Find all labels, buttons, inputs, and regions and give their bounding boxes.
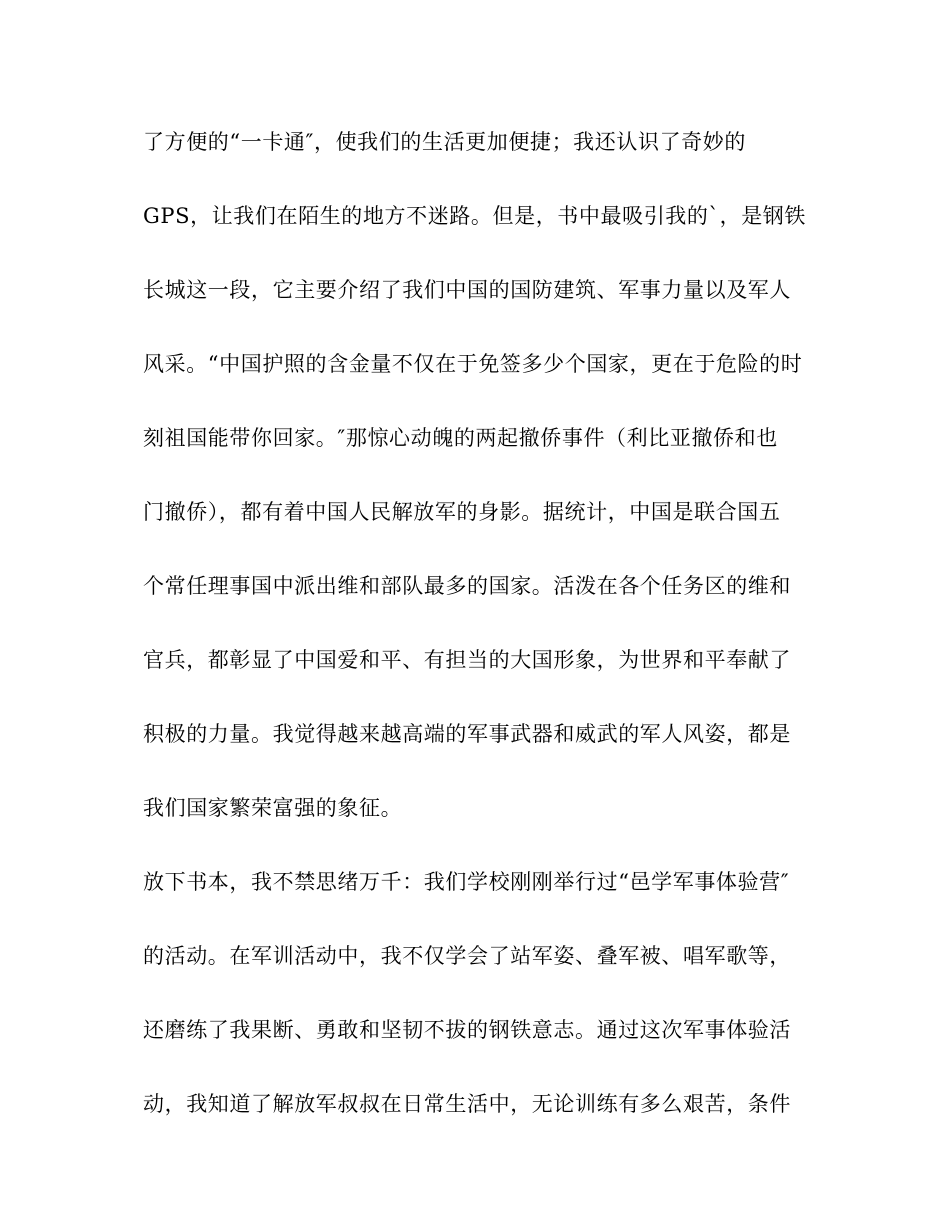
text-line: 门撤侨），都有着中国人民解放军的身影。据统计，中国是联合国五 (143, 500, 781, 524)
text-line: 个常任理事国中派出维和部队最多的国家。活泼在各个任务区的维和 (143, 574, 791, 598)
text-line: 官兵，都彰显了中国爱和平、有担当的大国形象，为世界和平奉献了 (143, 648, 791, 672)
text-line: 积极的力量。我觉得越来越高端的军事武器和威武的军人风姿，都是 (143, 722, 791, 746)
text-line: 还磨练了我果断、勇敢和坚韧不拔的钢铁意志。通过这次军事体验活 (143, 1018, 791, 1042)
text-line: 放下书本，我不禁思绪万千：我们学校刚刚举行过“邑学军事体验营″ (143, 870, 790, 894)
text-line: 刻祖国能带你回家。″那惊心动魄的两起撤侨事件（利比亚撤侨和也 (143, 426, 778, 450)
text-line: 的活动。在军训活动中，我不仅学会了站军姿、叠军被、唱军歌等， (143, 944, 791, 968)
text-line: 风采。“中国护照的含金量不仅在于免签多少个国家，更在于危险的时 (143, 352, 803, 376)
text-line: 动，我知道了解放军叔叔在日常生活中，无论训练有多么艰苦，条件 (143, 1092, 791, 1116)
text-line: 了方便的“一卡通″，使我们的生活更加便捷；我还认识了奇妙的 (143, 130, 746, 154)
text-line: 长城这一段，它主要介绍了我们中国的国防建筑、军事力量以及军人 (143, 278, 791, 302)
text-line: GPS，让我们在陌生的地方不迷路。但是，书中最吸引我的`，是钢铁 (143, 204, 806, 228)
text-line: 我们国家繁荣富强的象征。 (143, 796, 403, 820)
